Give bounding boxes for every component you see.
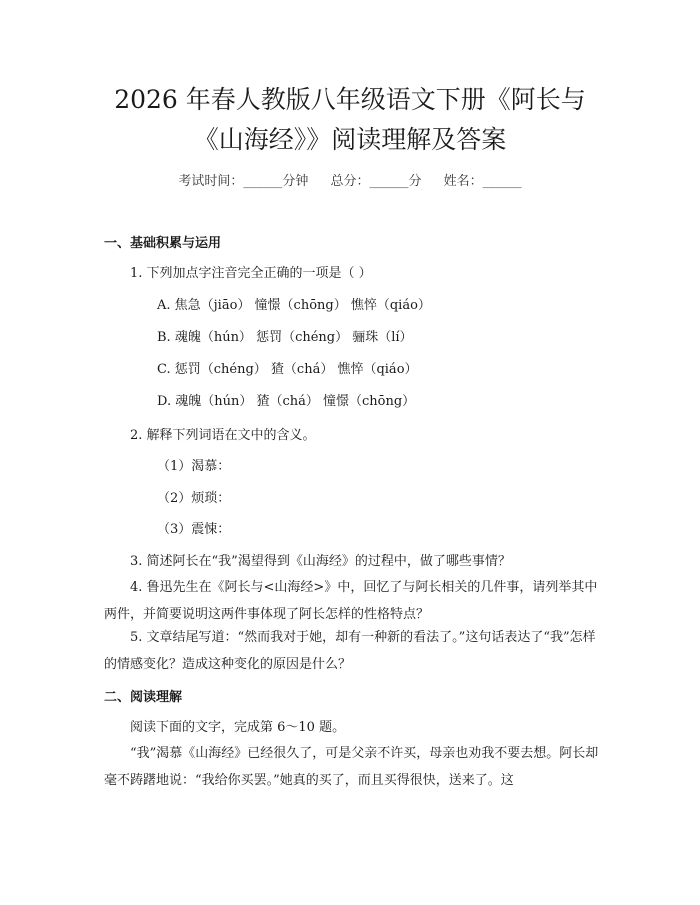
question-2: 2. 解释下列词语在文中的含义。 (130, 428, 316, 443)
document-title (90, 80, 610, 160)
title-line-1: 2026 年春人教版八年级语文下册《阿长与 (114, 85, 586, 114)
question-2-item-3: （3）震悚： (157, 522, 231, 537)
question-5: 5. 文章结尾写道：“然而我对于她，却有一种新的看法了。”这句话表达了“我”怎样的情感变化？造成这种变化的原因是什么？ (104, 630, 596, 672)
reading-passage: “我”渴慕《山海经》已经很久了，可是父亲不许买，母亲也劝我不要去想。阿长却毫不踌躇地说：“我给你买罢。”她真的买了，而且买得很快，送来了。这 (104, 746, 599, 788)
question-1-option-d: D. 魂魄（hún） 猹（chá） 憧憬（chōng） (157, 394, 416, 409)
question-3: 3. 简述阿长在“我”渴望得到《山海经》的过程中，做了哪些事情？ (130, 554, 511, 569)
student-name: 姓名：______ (443, 174, 522, 189)
title-line-2: 《山海经》》阅读理解及答案 (193, 125, 507, 154)
question-1-option-c: C. 惩罚（chéng） 猹（chá） 憔悴（qiáo） (157, 362, 418, 377)
exam-info (0, 170, 700, 189)
question-2-item-2: （2）烦琐： (157, 491, 231, 506)
exam-time: 考试时间：______分钟 (178, 174, 309, 189)
question-1-option-a: A. 焦急（jiāo） 憧憬（chōng） 憔悴（qiáo） (157, 298, 431, 313)
question-1: 1. 下列加点字注音完全正确的一项是（ ） (130, 266, 372, 281)
section-2-heading: 二、阅读理解 (104, 690, 183, 705)
section-1-heading: 一、基础积累与运用 (104, 236, 222, 251)
question-4: 4. 鲁迅先生在《阿长与<山海经>》中，回忆了与阿长相关的几件事，请列举其中两件，并简要说明这两件事体现了阿长怎样的性格特点？ (104, 580, 598, 622)
total-score: 总分：______分 (330, 174, 422, 189)
reading-instructions: 阅读下面的文字，完成第 6～10 题。 (130, 720, 346, 735)
question-2-item-1: （1）渴慕： (157, 459, 231, 474)
question-1-option-b: B. 魂魄（hún） 惩罚（chéng） 骊珠（lí） (157, 330, 413, 345)
